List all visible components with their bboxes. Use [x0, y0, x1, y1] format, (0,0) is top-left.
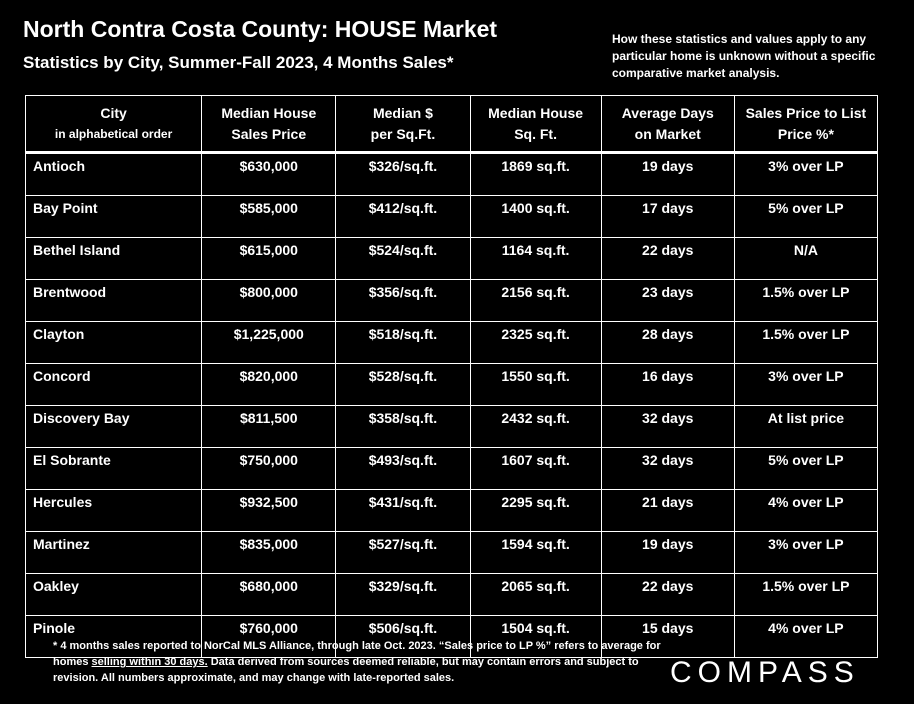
table-row — [26, 532, 878, 574]
cell-sales-to-list: 3% over LP — [734, 532, 877, 574]
cell-median-price: $585,000 — [202, 196, 336, 238]
cell-median-sqft: 2325 sq.ft. — [470, 322, 601, 364]
cell-sales-to-list: 5% over LP — [734, 196, 877, 238]
table-header-row — [26, 96, 878, 153]
cell-median-price: $820,000 — [202, 364, 336, 406]
cell-median-sqft: 1869 sq.ft. — [470, 153, 601, 196]
cell-city: El Sobrante — [26, 448, 202, 490]
cell-median-sqft: 1400 sq.ft. — [470, 196, 601, 238]
cell-days-on-market: 22 days — [601, 574, 734, 616]
cell-median-price: $932,500 — [202, 490, 336, 532]
cell-median-sqft: 2432 sq.ft. — [470, 406, 601, 448]
cell-price-per-sqft: $356/sq.ft. — [336, 280, 470, 322]
cell-city: Bethel Island — [26, 238, 202, 280]
header-median-sqft: Median House Sq. Ft. — [470, 96, 601, 153]
table-row — [26, 574, 878, 616]
page-title: North Contra Costa County: HOUSE Market — [23, 16, 498, 42]
cell-price-per-sqft: $326/sq.ft. — [336, 153, 470, 196]
cell-city: Hercules — [26, 490, 202, 532]
cell-days-on-market: 19 days — [601, 153, 734, 196]
cell-sales-to-list: 3% over LP — [734, 364, 877, 406]
table-row — [26, 364, 878, 406]
table-row — [26, 448, 878, 490]
cell-median-sqft: 2065 sq.ft. — [470, 574, 601, 616]
table-body — [26, 153, 878, 658]
cell-city: Concord — [26, 364, 202, 406]
cell-price-per-sqft: $431/sq.ft. — [336, 490, 470, 532]
cell-sales-to-list: 1.5% over LP — [734, 280, 877, 322]
cell-sales-to-list: 4% over LP — [734, 616, 877, 658]
cell-median-sqft: 2156 sq.ft. — [470, 280, 601, 322]
header-median-price: Median House Sales Price — [202, 96, 336, 153]
header-city: City in alphabetical order — [26, 96, 202, 153]
cell-median-price: $811,500 — [202, 406, 336, 448]
cell-days-on-market: 16 days — [601, 364, 734, 406]
cell-median-sqft: 1164 sq.ft. — [470, 238, 601, 280]
stats-table-container — [25, 95, 878, 636]
cell-median-sqft: 1550 sq.ft. — [470, 364, 601, 406]
cell-sales-to-list: 5% over LP — [734, 448, 877, 490]
cell-sales-to-list: 4% over LP — [734, 490, 877, 532]
cell-city: Bay Point — [26, 196, 202, 238]
cell-sales-to-list: N/A — [734, 238, 877, 280]
table-row — [26, 490, 878, 532]
cell-days-on-market: 21 days — [601, 490, 734, 532]
cell-price-per-sqft: $412/sq.ft. — [336, 196, 470, 238]
cell-days-on-market: 23 days — [601, 280, 734, 322]
cell-median-sqft: 2295 sq.ft. — [470, 490, 601, 532]
stats-table — [25, 95, 878, 658]
header-sales-to-list: Sales Price to List Price %* — [734, 96, 877, 153]
disclaimer-text: How these statistics and values apply to any particular home is unknown without a specific comparative market analysis. — [612, 32, 876, 80]
cell-median-sqft: 1594 sq.ft. — [470, 532, 601, 574]
table-row — [26, 406, 878, 448]
cell-sales-to-list: 3% over LP — [734, 153, 877, 196]
cell-price-per-sqft: $528/sq.ft. — [336, 364, 470, 406]
cell-median-price: $760,000 — [202, 616, 336, 658]
cell-city: Discovery Bay — [26, 406, 202, 448]
cell-price-per-sqft: $329/sq.ft. — [336, 574, 470, 616]
cell-median-sqft: 1504 sq.ft. — [470, 616, 601, 658]
cell-city: Pinole — [26, 616, 202, 658]
cell-median-price: $800,000 — [202, 280, 336, 322]
cell-city: Clayton — [26, 322, 202, 364]
cell-median-price: $750,000 — [202, 448, 336, 490]
cell-days-on-market: 19 days — [601, 532, 734, 574]
cell-median-price: $615,000 — [202, 238, 336, 280]
cell-days-on-market: 32 days — [601, 406, 734, 448]
footnote: * 4 months sales reported to NorCal MLS Alliance, through late Oct. 2023. “Sales price to LP %” refers to average for homes selling within 30 days. Data derived from sources deemed reliable, but may contain errors and subject to revision. All numbers approximate, and may change with late-reported sales. — [53, 640, 661, 684]
cell-city: Antioch — [26, 153, 202, 196]
cell-city: Martinez — [26, 532, 202, 574]
table-row — [26, 153, 878, 196]
cell-median-price: $1,225,000 — [202, 322, 336, 364]
cell-days-on-market: 15 days — [601, 616, 734, 658]
cell-days-on-market: 17 days — [601, 196, 734, 238]
cell-price-per-sqft: $527/sq.ft. — [336, 532, 470, 574]
header-price-per-sqft: Median $ per Sq.Ft. — [336, 96, 470, 153]
cell-city: Brentwood — [26, 280, 202, 322]
cell-days-on-market: 22 days — [601, 238, 734, 280]
table-row — [26, 280, 878, 322]
table-row — [26, 238, 878, 280]
cell-price-per-sqft: $358/sq.ft. — [336, 406, 470, 448]
cell-sales-to-list: At list price — [734, 406, 877, 448]
table-row — [26, 196, 878, 238]
cell-price-per-sqft: $524/sq.ft. — [336, 238, 470, 280]
cell-city: Oakley — [26, 574, 202, 616]
cell-median-price: $630,000 — [202, 153, 336, 196]
cell-sales-to-list: 1.5% over LP — [734, 322, 877, 364]
cell-median-price: $835,000 — [202, 532, 336, 574]
page-subtitle: Statistics by City, Summer-Fall 2023, 4 Months Sales* — [23, 53, 454, 72]
compass-logo: COMPASS — [670, 656, 860, 689]
cell-median-price: $680,000 — [202, 574, 336, 616]
table-row — [26, 322, 878, 364]
cell-price-per-sqft: $518/sq.ft. — [336, 322, 470, 364]
cell-days-on-market: 28 days — [601, 322, 734, 364]
cell-price-per-sqft: $493/sq.ft. — [336, 448, 470, 490]
cell-median-sqft: 1607 sq.ft. — [470, 448, 601, 490]
header-days-on-market: Average Days on Market — [601, 96, 734, 153]
cell-sales-to-list: 1.5% over LP — [734, 574, 877, 616]
cell-days-on-market: 32 days — [601, 448, 734, 490]
cell-price-per-sqft: $506/sq.ft. — [336, 616, 470, 658]
